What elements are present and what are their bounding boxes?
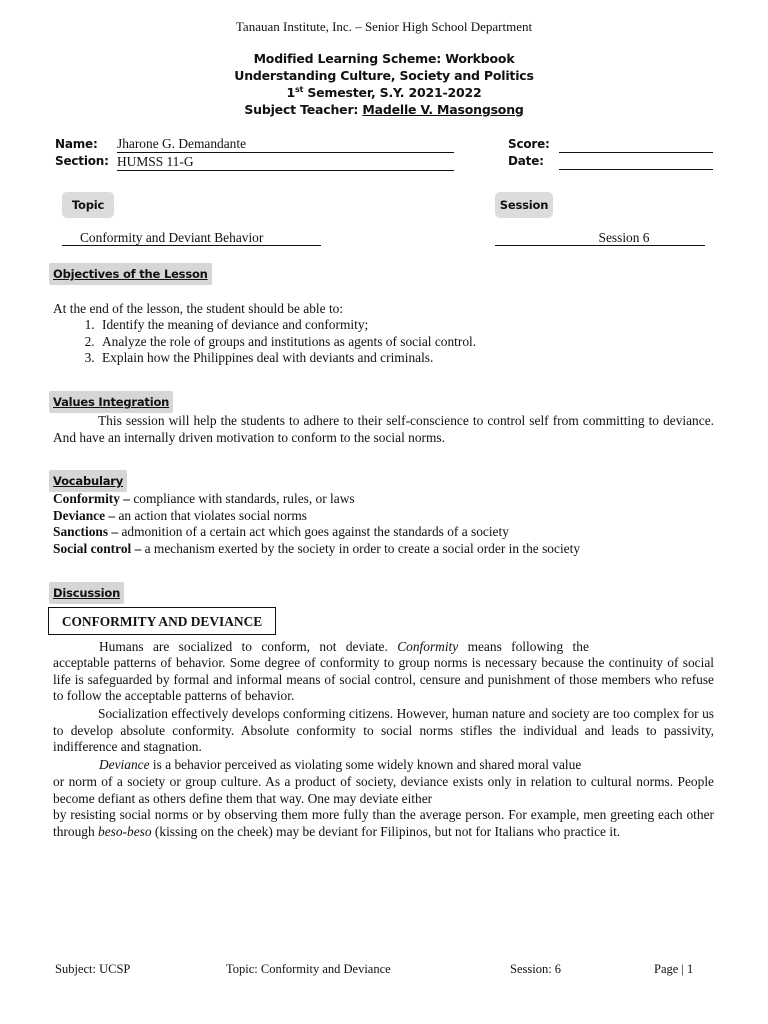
vocab-item-social-control — [53, 541, 580, 558]
values-text: This session will help the students to adhere to their self-conscience to control self from committing to deviance. And have an internally driven motivation to conform to the social norms. — [53, 413, 714, 445]
date-field[interactable] — [559, 153, 713, 170]
vocab-term: Sanctions – — [53, 524, 119, 540]
objective-item: 3. Explain how the Philippines deal with deviants and criminals. — [98, 350, 476, 367]
vocab-term: Deviance – — [53, 507, 116, 523]
semester-suffix: st — [295, 85, 304, 94]
footer-session: Session: 6 — [510, 962, 562, 976]
name-field[interactable]: Jharone G. Demandante — [117, 136, 454, 153]
discussion-heading: Discussion — [49, 582, 124, 604]
teacher-name: Madelle V. Masongsong — [362, 102, 524, 117]
values-heading: Values Integration — [49, 391, 173, 413]
discussion-p3-first-line — [99, 757, 581, 773]
name-label: Name: — [55, 137, 98, 151]
vocab-def: an action that violates social norms — [115, 507, 307, 523]
objective-item: 1. Identify the meaning of deviance and conformity; — [98, 317, 476, 334]
vocabulary-heading: Vocabulary — [49, 470, 127, 492]
session-value: Session 6 — [495, 230, 705, 246]
vocab-item-deviance — [53, 508, 580, 525]
p1-text-a: Humans are socialized to conform, not deviate. — [99, 639, 398, 654]
footer-page: Page | 1 — [654, 962, 694, 976]
institution-header: Tanauan Institute, Inc. – Senior High School Department — [235, 19, 533, 34]
discussion-box-title: CONFORMITY AND DEVIANCE — [48, 607, 276, 635]
teacher-label: Subject Teacher: — [244, 102, 363, 117]
footer-topic: Topic: Conformity and Deviance — [226, 962, 391, 976]
vocab-term: Social control – — [53, 540, 142, 556]
discussion-p3-b: or norm of a society or group culture. As a product of society, deviance exists only in relation to cultural norms. People become defiant as others define them that way. One may deviate either — [53, 774, 714, 806]
semester-rest: Semester, S.Y. 2021-2022 — [303, 85, 482, 101]
semester-line — [0, 85, 768, 100]
objectives-heading: Objectives of the Lesson — [49, 263, 212, 285]
vocab-item-conformity — [53, 491, 580, 508]
section-label: Section: — [55, 154, 109, 168]
objective-item: 2. Analyze the role of groups and institutions as agents of social control. — [98, 334, 476, 351]
discussion-p2: Socialization effectively develops conforming citizens. However, human nature and society are too complex for us to develop absolute conformity. Absolute conformity to social norms stifles the individual and leads to passivity, indifference and stagnation. — [53, 706, 714, 755]
discussion-p1-rest: acceptable patterns of behavior. Some degree of conformity to group norms is necessary because the continuity of social life is safeguarded by formal and informal means of social control, censure and punishment of those members who refuse to follow the acceptable patterns of behavior. — [53, 655, 714, 704]
workbook-title: Modified Learning Scheme: Workbook — [253, 51, 515, 66]
semester-number: 1 — [286, 85, 296, 101]
score-field[interactable] — [559, 136, 713, 153]
score-label: Score: — [508, 137, 550, 151]
vocab-term: Conformity – — [53, 491, 130, 506]
p3-text-c: by resisting social norms or by observing them more fully than the average person. For example, men greeting each other through — [53, 807, 714, 839]
vocab-def: a mechanism exerted by the society in order to create a social order in the society — [141, 540, 581, 556]
section-field[interactable]: HUMSS 11-G — [117, 154, 454, 171]
p1-italic: Conformity — [397, 639, 459, 654]
objectives-list — [53, 317, 476, 367]
p1-text-b: means following the — [458, 639, 589, 654]
subject-title: Understanding Culture, Society and Politics — [234, 68, 534, 83]
p3-italic-deviance: Deviance — [99, 757, 150, 772]
vocab-def: compliance with standards, rules, or laws — [129, 491, 355, 506]
objectives-intro: At the end of the lesson, the student should be able to: — [53, 301, 344, 316]
topic-label: Topic — [62, 192, 114, 218]
teacher-line — [0, 102, 768, 117]
p3-text-a: is a behavior perceived as violating some widely known and shared moral value — [149, 757, 582, 772]
discussion-p1-first-line — [99, 639, 589, 655]
discussion-p3-c — [53, 807, 714, 840]
vocab-def: admonition of a certain act which goes against the standards of a society — [118, 524, 509, 540]
footer-subject: Subject: UCSP — [55, 962, 131, 976]
p3-italic-beso: beso-beso — [98, 823, 152, 839]
session-label: Session — [495, 192, 553, 218]
vocabulary-list — [53, 491, 580, 557]
p3-text-d: (kissing on the cheek) may be deviant for Filipinos, but not for Italians who practice it. — [151, 823, 621, 839]
vocab-item-sanctions — [53, 524, 580, 541]
date-label: Date: — [508, 154, 544, 168]
topic-value: Conformity and Deviant Behavior — [62, 230, 321, 246]
